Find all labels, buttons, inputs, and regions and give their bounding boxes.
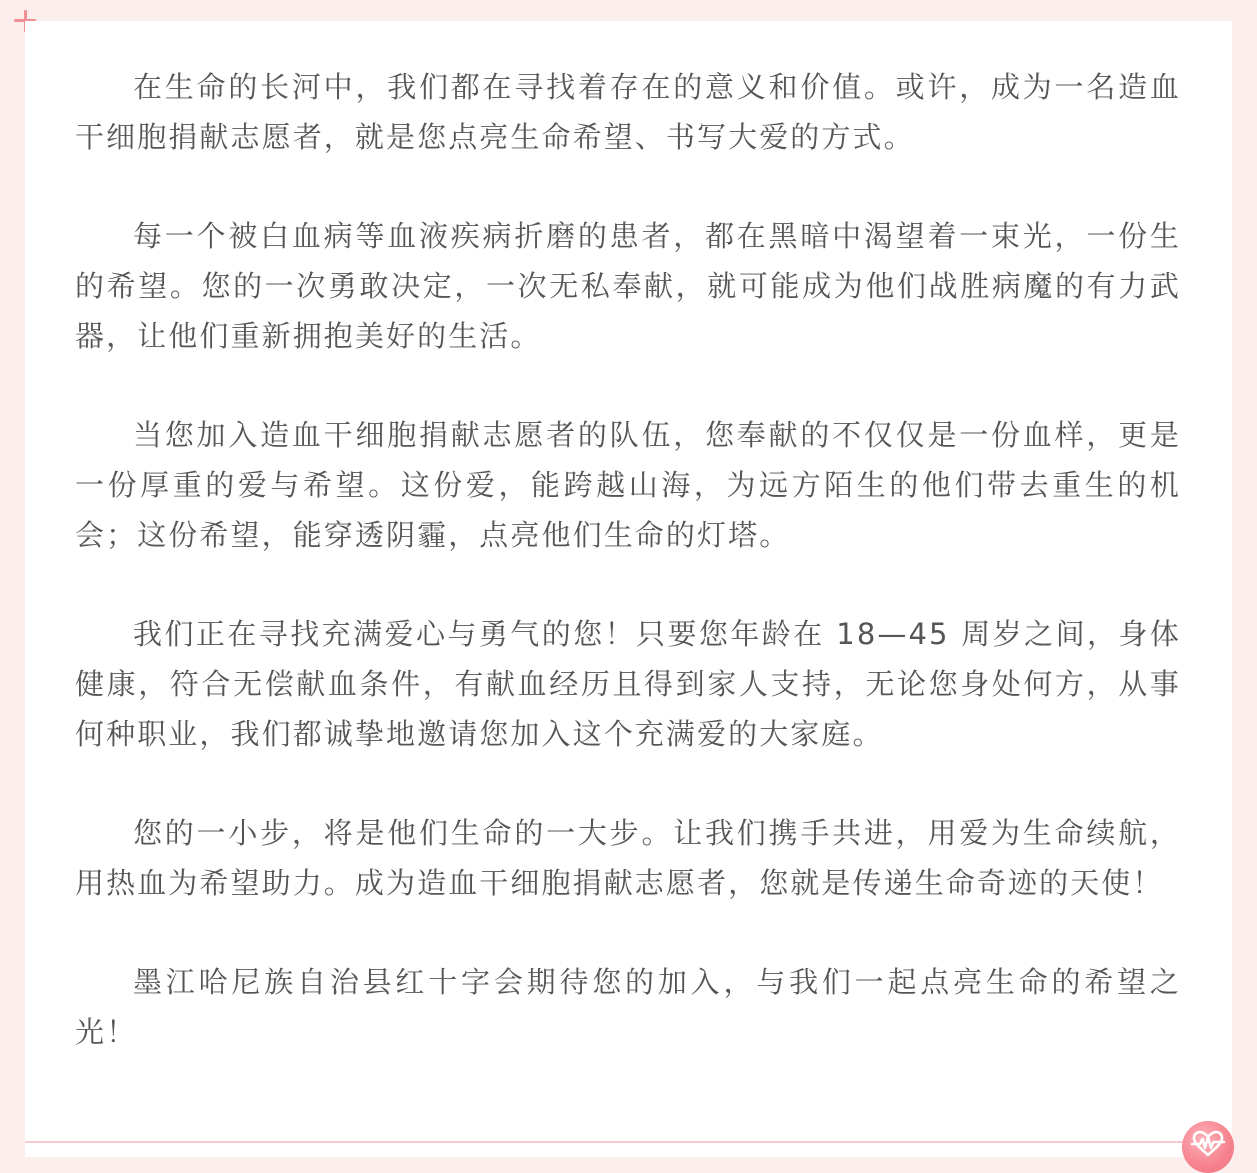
paragraph-1: 在生命的长河中，我们都在寻找着存在的意义和价值。或许，成为一名造血干细胞捐献志愿者，就是您点亮生命希望、书写大爱的方式。 <box>75 70 1181 154</box>
heart-pulse-icon <box>1182 1121 1234 1173</box>
paragraph-6: 墨江哈尼族自治县红十字会期待您的加入，与我们一起点亮生命的希望之光！ <box>75 965 1181 1049</box>
paragraph-3: 当您加入造血干细胞捐献志愿者的队伍，您奉献的不仅仅是一份血样，更是一份厚重的爱与希望。这份爱，能跨越山海，为远方陌生的他们带去重生的机会；这份希望，能穿透阴霾，点亮他们生命的灯塔。 <box>75 418 1181 552</box>
article-content <box>75 62 1181 1106</box>
article-card <box>25 21 1232 1157</box>
paragraph-5: 您的一小步，将是他们生命的一大步。让我们携手共进，用爱为生命续航，用热血为希望助力。成为造血干细胞捐献志愿者，您就是传递生命奇迹的天使！ <box>75 816 1181 900</box>
paragraph-2: 每一个被白血病等血液疾病折磨的患者，都在黑暗中渴望着一束光，一份生的希望。您的一次勇敢决定，一次无私奉献，就可能成为他们战胜病魔的有力武器，让他们重新拥抱美好的生活。 <box>75 219 1181 353</box>
paragraph-4: 我们正在寻找充满爱心与勇气的您！只要您年龄在 18—45 周岁之间，身体健康，符合无偿献血条件，有献血经历且得到家人支持，无论您身处何方，从事何种职业，我们都诚挚地邀请您加入这个充满爱的大家庭。 <box>75 617 1181 751</box>
bottom-divider <box>25 1141 1185 1143</box>
